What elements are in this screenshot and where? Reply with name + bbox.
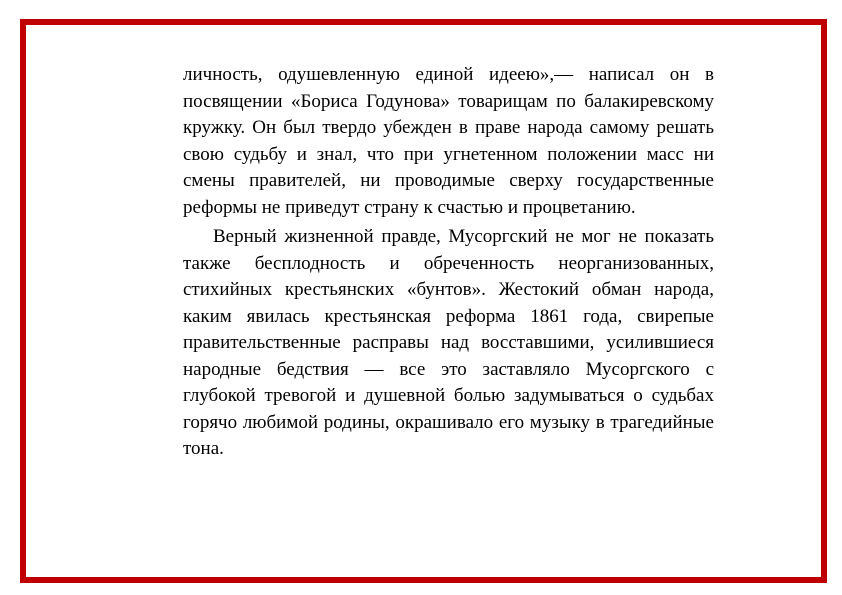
paragraph-2: Верный жизненной правде, Мусоргский не мог не показать также бесплодность и обреченность неорганизованных, стихийных крестьянских «бунтов». Жестокий обман народа, каким явилась крестьянская реформа 1861 года, свирепые правительственные расправы над восставшими, усилившиеся народные бедствия — все это заставляло Мусоргского с глубокой тревогой и душевной болью задумываться о судьбах горячо любимой родины, окрашивало его музыку в трагедийные тона.	[183, 226, 714, 459]
document-body	[183, 62, 714, 463]
paragraph-1: личность, одушевленную единой идеею»,— написал он в посвящении «Бориса Годунова» товарищам по балакиревскому кружку. Он был твердо убежден в праве народа самому решать свою судьбу и знал, что при угнетенном положении масс ни смены правителей, ни проводимые сверху государственные реформы не приведут страну к счастью и процветанию.	[183, 64, 714, 218]
page-frame	[20, 19, 827, 583]
